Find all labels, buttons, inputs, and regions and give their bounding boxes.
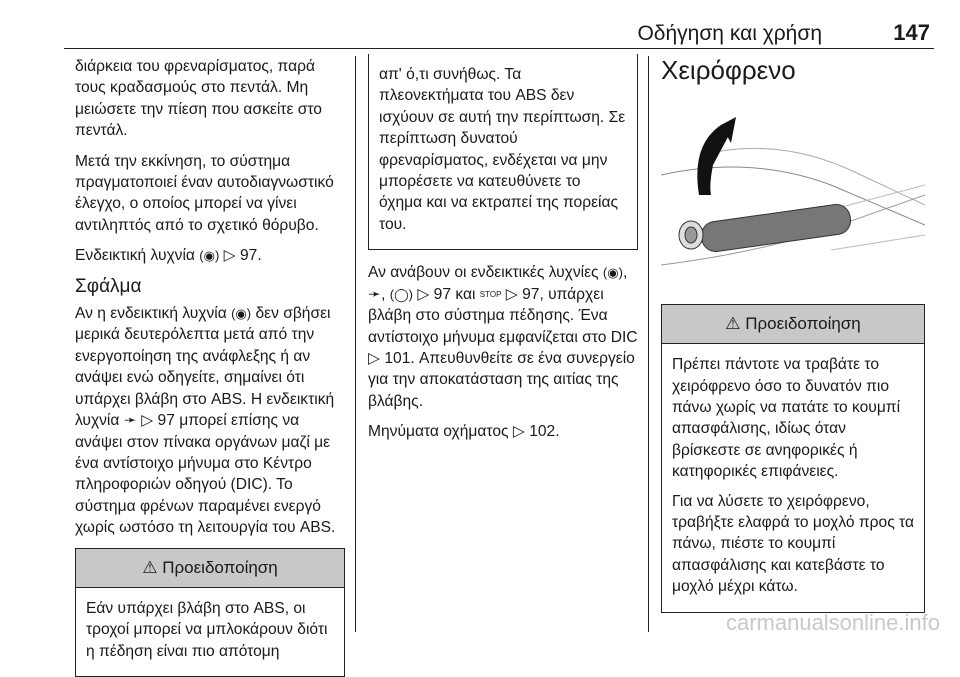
warning-box — [75, 548, 345, 677]
page-ref-icon: ▷ — [223, 247, 236, 265]
column-divider — [648, 56, 649, 632]
stop-icon: STOP — [479, 289, 502, 299]
warning-text: Εάν υπάρχει βλάβη στο ABS, οι τροχοί μπορεί να μπλοκάρουν διότι η πέδηση είναι πιο απότομη — [86, 599, 328, 660]
warning-box-continued — [368, 54, 638, 250]
abs-warning-icon: (◉) — [602, 265, 623, 281]
paragraph: Μηνύματα οχήματος ▷ 102. — [368, 423, 560, 441]
warning-triangle-icon: ⚠ — [142, 557, 158, 577]
page-number: 147 — [893, 20, 930, 45]
abs-warning-icon: (◉) — [199, 248, 220, 264]
page-ref-icon: ▷ — [505, 285, 518, 303]
page-ref-icon: ▷ — [417, 285, 430, 303]
paragraph: Ενδεικτική λυχνία (◉) ▷ 97. — [75, 245, 345, 266]
page-ref-icon: ▷ — [368, 350, 380, 368]
column-3 — [661, 56, 925, 613]
abs-warning-icon: (◉) — [231, 306, 252, 322]
handbrake-illustration — [661, 115, 925, 271]
column-1 — [75, 56, 345, 677]
section-heading: Χειρόφρενο — [661, 55, 796, 85]
warning-header: ⚠ Προειδοποίηση — [662, 305, 924, 344]
column-2 — [368, 56, 638, 452]
brake-warning-icon: (◯) — [389, 286, 413, 302]
column-divider — [355, 56, 356, 632]
paragraph: διάρκεια του φρεναρίσματος, παρά τους κραδασμούς στο πεντάλ. Μη μειώσετε την πίεση που ασκείτε στο πεντάλ. — [75, 58, 322, 140]
paragraph: Μετά την εκκίνηση, το σύστημα πραγματοποιεί έναν αυτοδιαγνωστικό έλεγχο, ο οποίος μπορεί να γίνει αντιληπτός από το σχετικό θόρυβο. — [75, 152, 334, 234]
warning-header: ⚠ Προειδοποίηση — [76, 549, 344, 588]
page-ref-icon: ▷ — [512, 423, 525, 441]
warning-box — [661, 304, 925, 613]
section-title: Οδήγηση και χρήση — [637, 22, 822, 45]
warning-text: Πρέπει πάντοτε να τραβάτε το χειρόφρενο όσο το δυνατόν πιο πάνω χωρίς να πατάτε το κουμπί απασφάλισης, ιδίως όταν βρίσκεστε σε ανηφορικές ή κατηφορικές επιφάνειες. — [672, 356, 901, 481]
watermark: carmanualsonline.info — [725, 610, 940, 635]
page-ref-icon: ▷ — [141, 412, 154, 430]
wrench-icon: ➛ — [123, 412, 137, 430]
warning-text: Για να λύσετε το χειρόφρενο, τραβήξτε ελαφρά το μοχλό προς τα πάνω, πιέστε το κουμπί απασφάλισης και κατεβάστε το μοχλό μέχρι κάτω. — [672, 492, 915, 596]
wrench-icon: ➛ — [368, 285, 382, 303]
paragraph: Αν ανάβουν οι ενδεικτικές λυχνίες (◉), ➛, (◯) ▷ 97 και STOP ▷ 97, υπάρχει βλάβη στο σύστημα πέδησης. Ένα αντίστοιχο μήνυμα εμφανίζεται στο DIC ▷ 101. Απευθυνθείτε σε ένα συνεργείο για την αποκατάσταση της αιτίας της βλάβης. — [368, 264, 638, 410]
warning-triangle-icon: ⚠ — [725, 313, 741, 333]
warning-text: απ' ό,τι συνήθως. Τα πλεονεκτήματα του ABS δεν ισχύουν σε αυτή την περίπτωση. Σε περίπτωση δυνατού φρεναρίσματος, ενδέχεται να μην μπορέσετε να κατευθύνετε το όχημα και να εκτραπεί της πορείας του. — [379, 66, 626, 233]
paragraph: Αν η ενδεικτική λυχνία (◉) δεν σβήσει μερικά δευτερόλεπτα μετά από την ενεργοποίηση της ανάφλεξης ή αν ανάψει ενώ οδηγείτε, σημαίνει ότι υπάρχει βλάβη στο ABS. Η ενδεικτική λυχνία ➛ ▷ 97 μπορεί επίσης να ανάψει στον πίνακα οργάνων μαζί με ένα αντίστοιχο μήνυμα στο Κέντρο πληροφοριών οδηγού (DIC). Το σύστημα φρένων παραμένει ενεργό χωρίς ωστόσο τη λειτουργία του ABS. — [75, 305, 336, 537]
section-heading: Σφάλμα — [75, 275, 142, 297]
page-header — [64, 0, 934, 49]
